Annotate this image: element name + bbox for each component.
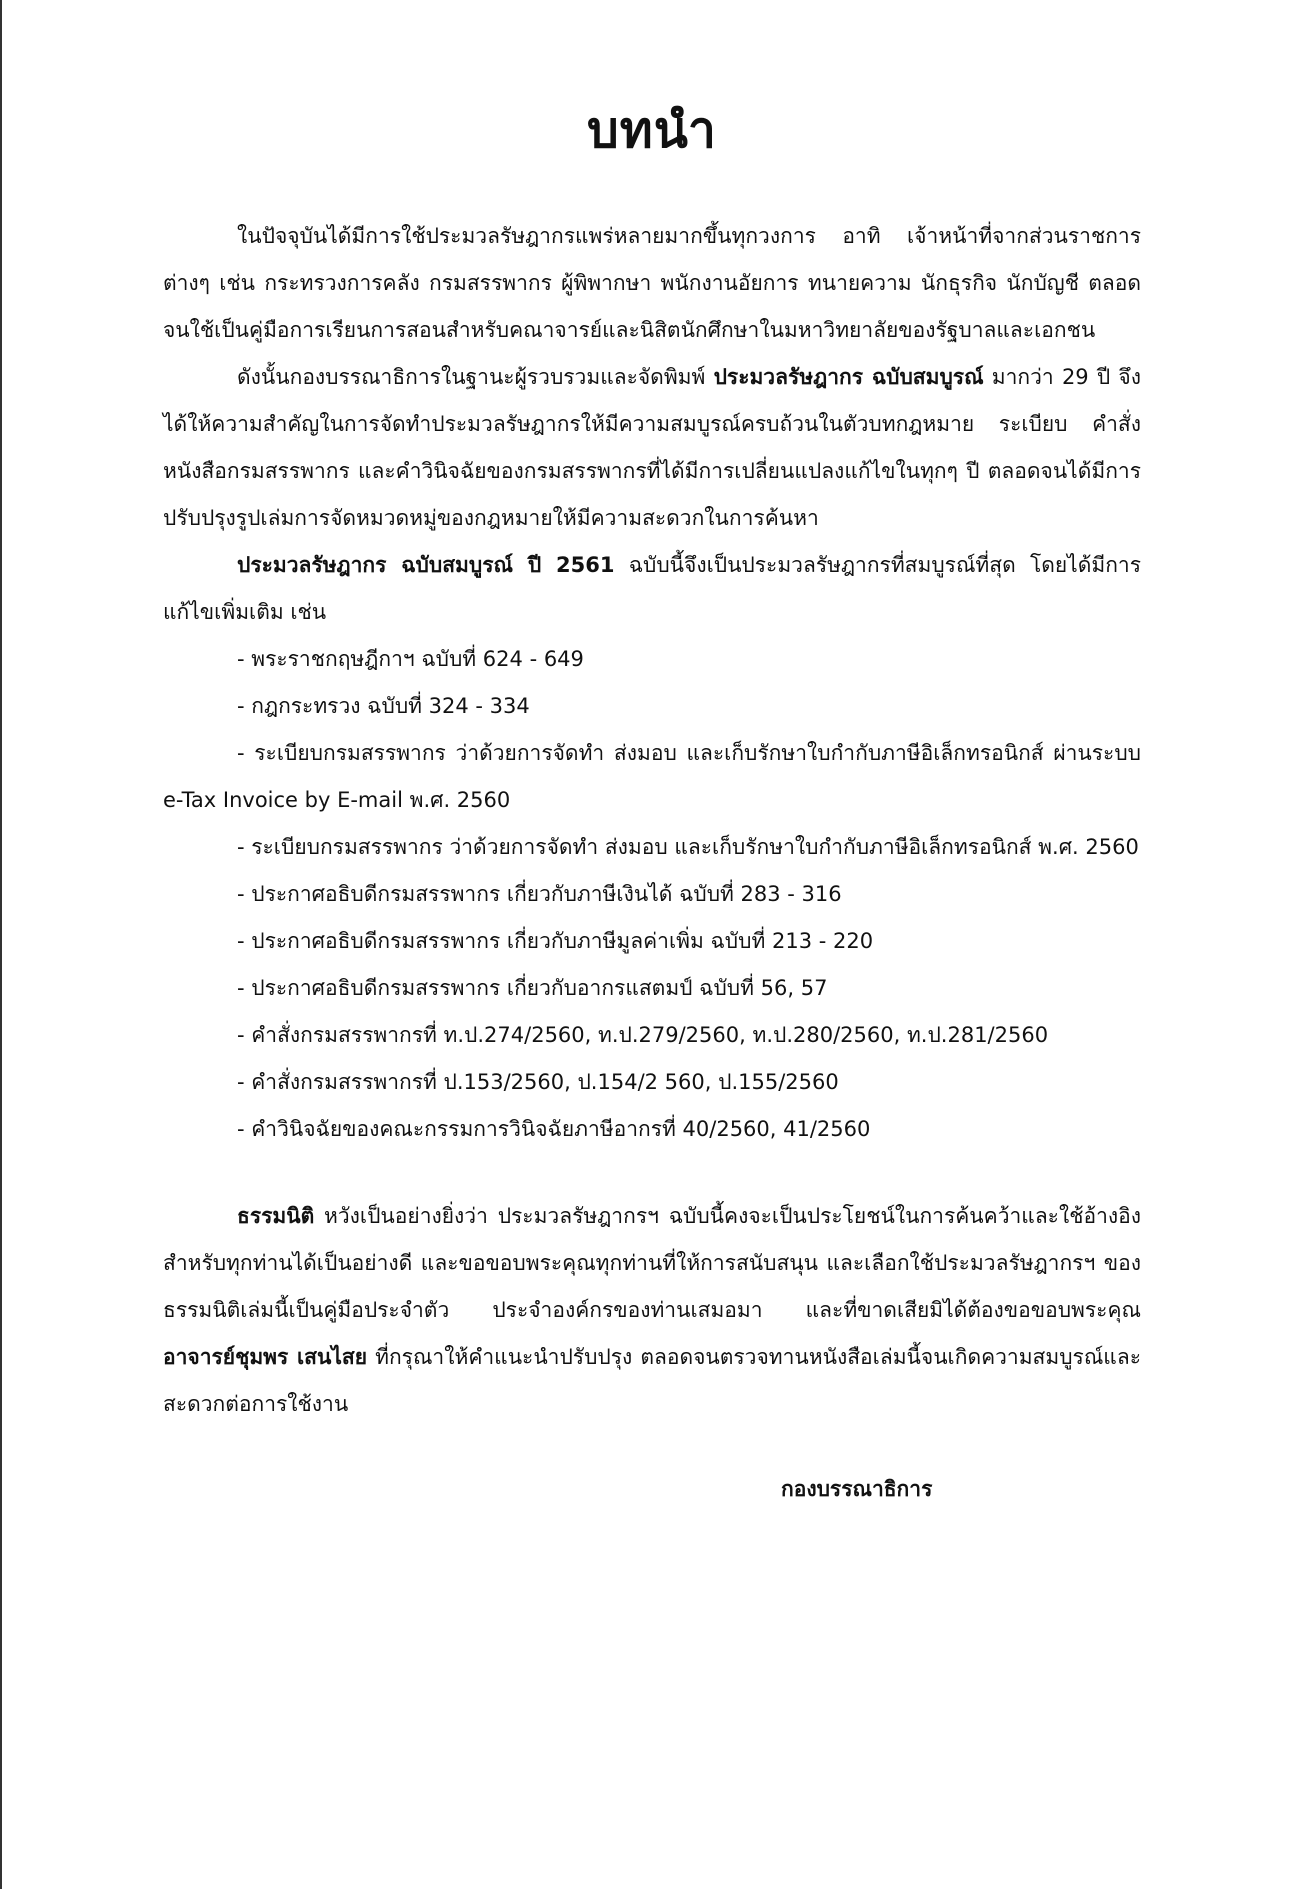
book-title-bold: ประมวลรัษฎากร ฉบับสมบูรณ์ [713,365,984,389]
editorial-text-after: มากว่า 29 ปี จึงได้ให้ความสำคัญในการจัดทำประมวลรัษฎากรให้มีความสมบูรณ์ครบถ้วนในตัวบทกฎหมาย ระเบียบ คำสั่ง หนังสือกรมสรรพากร และคำวินิจฉัยของกรมสรรพากรที่ได้มีการเปลี่ยนแปลงแก้ไขในทุกๆ ปี ตลอดจนได้มีการปรับปรุงรูปเล่มการจัดหมวดหมู่ของกฎหมายให้มีความสะดวกในการค้นหา [163,365,1141,530]
edition-paragraph [163,542,1141,636]
amendment-item: - คำสั่งกรมสรรพากรที่ ป.153/2560, ป.154/2 560, ป.155/2560 [237,1070,839,1094]
amendment-item: - พระราชกฤษฎีกาฯ ฉบับที่ 624 - 649 [237,647,584,671]
edition-title-bold: ประมวลรัษฎากร ฉบับสมบูรณ์ ปี 2561 [237,553,615,577]
amendment-item: - ระเบียบกรมสรรพากร ว่าด้วยการจัดทำ ส่งมอบ และเก็บรักษาใบกำกับภาษีอิเล็กทรอนิกส์ ผ่านระบบ e-Tax Invoice by E-mail พ.ศ. 2560 [163,741,1141,812]
amendment-item: - กฎกระทรวง ฉบับที่ 324 - 334 [237,694,530,718]
publisher-name-bold: ธรรมนิติ [237,1204,315,1228]
closing-text-part2: ที่กรุณาให้คำแนะนำปรับปรุง ตลอดจนตรวจทานหนังสือเล่มนี้จนเกิดความสมบูรณ์และสะดวกต่อการใช้งาน [163,1345,1141,1416]
signature: กองบรรณาธิการ [781,1477,933,1501]
amendment-item: - คำสั่งกรมสรรพากรที่ ท.ป.274/2560, ท.ป.279/2560, ท.ป.280/2560, ท.ป.281/2560 [237,1023,1049,1047]
closing-paragraph [163,1193,1141,1428]
editorial-paragraph [163,354,1141,542]
amendment-item: - ประกาศอธิบดีกรมสรรพากร เกี่ยวกับภาษีมูลค่าเพิ่ม ฉบับที่ 213 - 220 [237,929,874,953]
intro-paragraph: ในปัจจุบันได้มีการใช้ประมวลรัษฎากรแพร่หลายมากขึ้นทุกวงการ อาทิ เจ้าหน้าที่จากส่วนราชการต่างๆ เช่น กระทรวงการคลัง กรมสรรพากร ผู้พิพากษา พนักงานอัยการ ทนายความ นักธุรกิจ นักบัญชี ตลอดจนใช้เป็นคู่มือการเรียนการสอนสำหรับคณาจารย์และนิสิตนักศึกษาในมหาวิทยาลัยของรัฐบาลและเอกชน [163,224,1141,342]
closing-text-part1: หวังเป็นอย่างยิ่งว่า ประมวลรัษฎากรฯ ฉบับนี้คงจะเป็นประโยชน์ในการค้นคว้าและใช้อ้างอิงสำหรับทุกท่านได้เป็นอย่างดี และขอขอบพระคุณทุกท่านที่ให้การสนับสนุน และเลือกใช้ประมวลรัษฎากรฯ ของธรรมนิติเล่มนี้เป็นคู่มือประจำตัว ประจำองค์กรของท่านเสมอมา และที่ขาดเสียมิได้ต้องขอขอบพระคุณ [163,1204,1141,1322]
page-title: บทนำ [587,101,717,159]
amendment-item: - คำวินิจฉัยของคณะกรรมการวินิจฉัยภาษีอากรที่ 40/2560, 41/2560 [237,1117,871,1141]
amendment-item: - ระเบียบกรมสรรพากร ว่าด้วยการจัดทำ ส่งมอบ และเก็บรักษาใบกำกับภาษีอิเล็กทรอนิกส์ พ.ศ. 2560 [237,835,1139,859]
document-page [163,95,1141,1513]
amendment-item: - ประกาศอธิบดีกรมสรรพากร เกี่ยวกับอากรแสตมป์ ฉบับที่ 56, 57 [237,976,828,1000]
page-edge-line [0,0,2,1889]
reviewer-name-bold: อาจารย์ชุมพร เสนไสย [163,1345,368,1369]
amendment-list [163,636,1141,1153]
editorial-text-before: ดังนั้นกองบรรณาธิการในฐานะผู้รวบรวมและจัดพิมพ์ [237,365,714,389]
amendment-item: - ประกาศอธิบดีกรมสรรพากร เกี่ยวกับภาษีเงินได้ ฉบับที่ 283 - 316 [237,882,842,906]
edition-text-after: ฉบับนี้จึงเป็นประมวลรัษฎากรที่สมบูรณ์ที่สุด โดยได้มีการแก้ไขเพิ่มเติม เช่น [163,553,1141,624]
section-spacer [163,1153,1141,1193]
